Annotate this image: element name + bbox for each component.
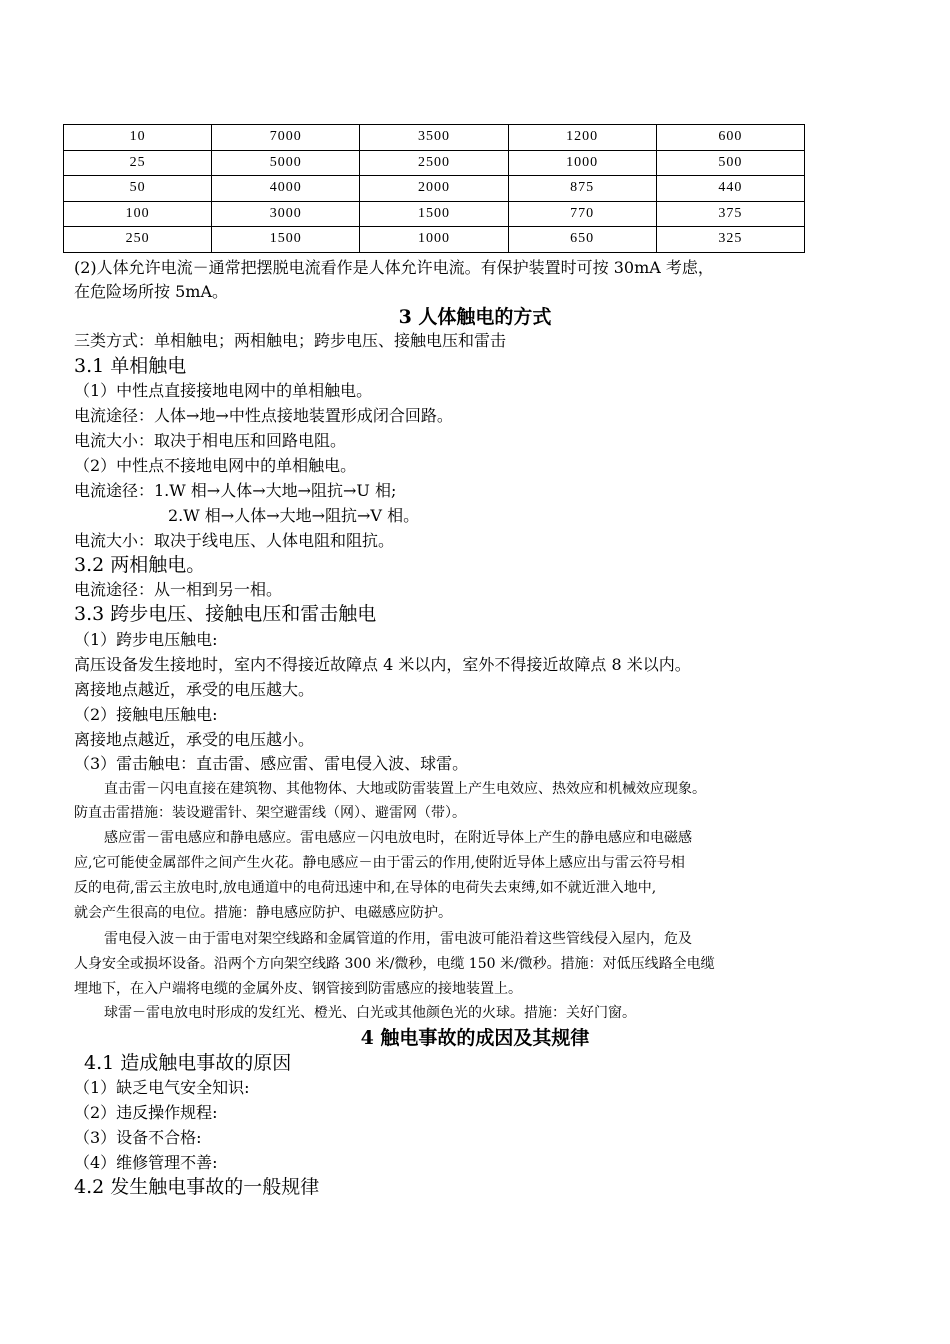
text-line: 2.W 相→人体→大地→阻抗→V 相。 [168, 506, 420, 525]
section-4-heading: 4 触电事故的成因及其规律 [360, 1027, 590, 1049]
small-text-line: 人身安全或损坏设备。沿两个方向架空线路 300 米/微秒，电缆 150 米/微秒。措施：对低压线路全电缆 [74, 956, 715, 972]
table-cell: 500 [656, 150, 804, 176]
table-cell: 1000 [508, 150, 656, 176]
table-cell: 7000 [212, 125, 360, 151]
small-text-line: 感应雷－雷电感应和静电感应。雷电感应－闪电放电时，在附近导体上产生的静电感应和电磁感 [104, 830, 692, 846]
text-line: （1）缺乏电气安全知识: [74, 1078, 250, 1097]
table-cell: 25 [64, 150, 212, 176]
table-cell: 1500 [360, 201, 508, 227]
table-cell: 50 [64, 176, 212, 202]
table-cell: 1200 [508, 125, 656, 151]
small-text-line: 就会产生很高的电位。措施：静电感应防护、电磁感应防护。 [74, 905, 452, 921]
text-line: 电流途径：从一相到另一相。 [74, 580, 283, 599]
table-row [64, 150, 805, 176]
text-line: 电流大小：取决于相电压和回路电阻。 [74, 431, 347, 450]
allowed-current-paragraph-cont: 在危险场所按 5mA。 [74, 282, 228, 301]
table-cell: 440 [656, 176, 804, 202]
subsection-4-2-heading: 4.2 发生触电事故的一般规律 [74, 1176, 320, 1198]
text-line: （2）中性点不接地电网中的单相触电。 [74, 456, 357, 475]
text-line: 电流大小：取决于线电压、人体电阻和阻抗。 [74, 531, 395, 550]
text-line: （4）维修管理不善: [74, 1153, 218, 1172]
table-cell: 2500 [360, 150, 508, 176]
subsection-3-2-heading: 3.2 两相触电。 [74, 554, 206, 576]
table-row [64, 201, 805, 227]
text-line: （3）设备不合格: [74, 1128, 202, 1147]
table-row [64, 125, 805, 151]
allowed-current-paragraph: (2)人体允许电流－通常把摆脱电流看作是人体允许电流。有保护装置时可按 30mA 考虑， [74, 258, 714, 277]
table-cell: 375 [656, 201, 804, 227]
table-cell: 650 [508, 227, 656, 253]
small-text-line: 雷电侵入波－由于雷电对架空线路和金属管道的作用，雷电波可能沿着这些管线侵入屋内，危及 [104, 931, 692, 947]
table-cell: 10 [64, 125, 212, 151]
table-row [64, 227, 805, 253]
table-cell: 4000 [212, 176, 360, 202]
small-text-line: 反的电荷,雷云主放电时,放电通道中的电荷迅速中和,在导体的电荷失去束缚,如不就近泄入地中, [74, 880, 657, 896]
text-line: （3）雷击触电：直击雷、感应雷、雷电侵入波、球雷。 [74, 754, 469, 773]
text-line: 电流途径：人体→地→中性点接地装置形成闭合回路。 [74, 406, 453, 425]
subsection-4-1-heading: 4.1 造成触电事故的原因 [84, 1052, 292, 1074]
table-cell: 100 [64, 201, 212, 227]
text-line: 电流途径：1.W 相→人体→大地→阻抗→U 相; [74, 481, 397, 500]
table-cell: 325 [656, 227, 804, 253]
current-table [63, 124, 805, 253]
small-text-line: 埋地下，在入户端将电缆的金属外皮、钢管接到防雷感应的接地装置上。 [74, 981, 522, 997]
table-cell: 5000 [212, 150, 360, 176]
table-cell: 1500 [212, 227, 360, 253]
small-text-line: 防直击雷措施：装设避雷针、架空避雷线（网）、避雷网（带）。 [74, 805, 466, 821]
table-cell: 3000 [212, 201, 360, 227]
table-cell: 600 [656, 125, 804, 151]
text-line: （1）中性点直接接地电网中的单相触电。 [74, 381, 373, 400]
subsection-3-1-heading: 3.1 单相触电 [74, 355, 187, 377]
small-text-line: 直击雷－闪电直接在建筑物、其他物体、大地或防雷装置上产生电效应、热效应和机械效应现象。 [104, 781, 706, 797]
table-cell: 875 [508, 176, 656, 202]
table-cell: 770 [508, 201, 656, 227]
section-3-heading: 3 人体触电的方式 [398, 306, 552, 328]
text-line: 离接地点越近，承受的电压越小。 [74, 730, 315, 749]
table-cell: 2000 [360, 176, 508, 202]
subsection-3-3-heading: 3.3 跨步电压、接触电压和雷击触电 [74, 603, 377, 625]
table-cell: 1000 [360, 227, 508, 253]
table-cell: 3500 [360, 125, 508, 151]
text-line: （1）跨步电压触电: [74, 630, 218, 649]
text-line: 高压设备发生接地时，室内不得接近故障点 4 米以内，室外不得接近故障点 8 米以内。 [74, 655, 691, 674]
small-text-line: 球雷－雷电放电时形成的发红光、橙光、白光或其他颜色光的火球。措施：关好门窗。 [104, 1005, 636, 1021]
text-line: 离接地点越近，承受的电压越大。 [74, 680, 315, 699]
text-line: （2）接触电压触电: [74, 705, 218, 724]
text-line: （2）违反操作规程: [74, 1103, 218, 1122]
table-row [64, 176, 805, 202]
table-cell: 250 [64, 227, 212, 253]
text-line: 三类方式：单相触电；两相触电；跨步电压、接触电压和雷击 [74, 331, 507, 350]
small-text-line: 应,它可能使金属部件之间产生火花。静电感应－由于雷云的作用,使附近导体上感应出与雷云符号相 [74, 855, 685, 871]
